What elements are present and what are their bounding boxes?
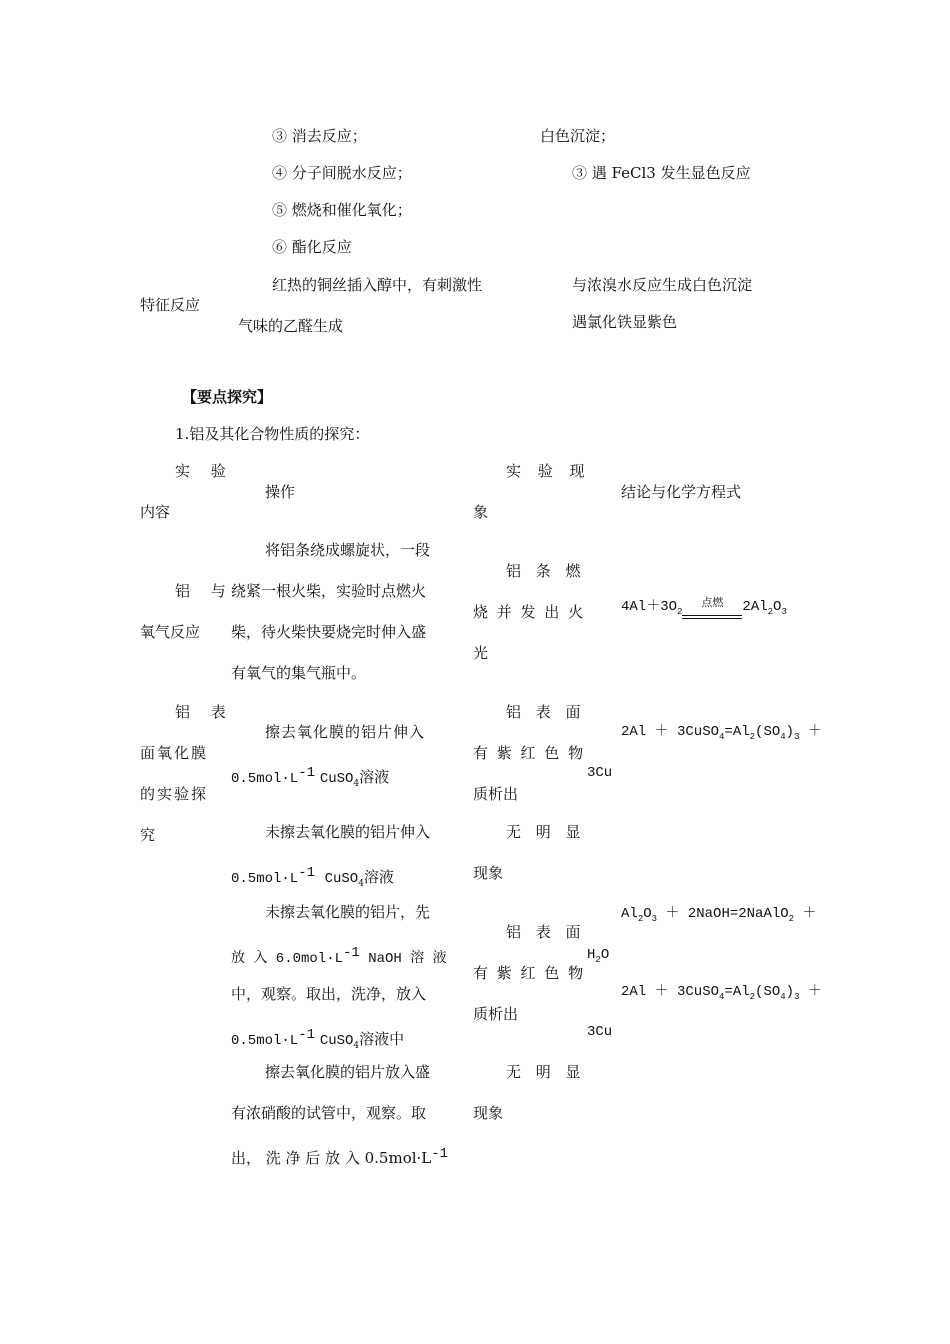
equation: $2Al + 3CuSO_4=Al_2(SO_4)_3$ ＋: [621, 724, 822, 742]
equation: $4Al+3O_2$点燃 $2Al_2O_3$: [621, 597, 787, 622]
feature-text: 与浓溴水反应生成白色沉淀: [572, 276, 753, 294]
row-content: 面氧化膜: [140, 744, 209, 762]
ph-line: 有 紫 红 色 物: [473, 964, 586, 982]
header-content: 内容: [140, 503, 171, 521]
equation: $Al_2O_3$ ＋ 2NaOH=2NaAlO$_2$ ＋: [621, 906, 817, 924]
header-operation: 操作: [265, 483, 296, 501]
ph-line: 光: [473, 644, 489, 662]
op-line: 有浓硝酸的试管中，观察。取: [231, 1104, 427, 1122]
equation: 3Cu: [587, 1024, 613, 1040]
row-content: 氧气反应: [140, 623, 201, 641]
section-heading: 【要点探究】: [182, 388, 273, 406]
header-conclusion: 结论与化学方程式: [621, 483, 742, 501]
op-line: $0.5mol\cdot L^{-1}$ CuSO$_4$溶液中: [231, 1027, 405, 1051]
ph-line: 质析出: [473, 1005, 519, 1023]
list-item: ③ 消去反应；: [272, 127, 367, 145]
equation: $2Al + 3CuSO_4=Al_2(SO_4)_3$ ＋: [621, 984, 822, 1002]
op-line: 擦去氧化膜的铝片伸入: [265, 723, 426, 741]
list-item: 白色沉淀；: [540, 127, 616, 145]
op-line: 柴，待火柴快要烧完时伸入盛: [231, 623, 427, 641]
row-content: 铝 表: [175, 703, 234, 721]
list-item: ⑤ 燃烧和催化氧化；: [272, 201, 412, 219]
ph-line: 无 明 显: [506, 1063, 586, 1081]
list-item: ④ 分子间脱水反应；: [272, 164, 412, 182]
header-phenomenon: 象: [473, 503, 489, 521]
row-content: 究: [140, 826, 156, 844]
ph-line: 铝 表 面: [506, 923, 586, 941]
feature-text: 遇氯化铁显紫色: [572, 313, 678, 331]
ph-line: 铝 条 燃: [506, 562, 586, 580]
feature-label: 特征反应: [140, 296, 201, 314]
ph-line: 质析出: [473, 785, 519, 803]
op-line: 绕紧一根火柴，实验时点燃火: [231, 582, 427, 600]
ph-line: 无 明 显: [506, 823, 586, 841]
equation: $H_2O$: [587, 947, 610, 965]
op-line: 放 入 $6.0mol\cdot L^{-1}$ NaOH 溶 液: [231, 945, 447, 967]
header-content: 实 验: [175, 462, 234, 480]
list-item: ⑥ 酯化反应: [272, 238, 352, 256]
op-line: 中，观察。取出，洗净，放入: [231, 985, 427, 1003]
ph-line: 现象: [473, 864, 504, 882]
op-line: 未擦去氧化膜的铝片伸入: [265, 823, 431, 841]
ph-line: 有 紫 红 色 物: [473, 744, 586, 762]
op-line: 将铝条绕成螺旋状，一段: [265, 541, 431, 559]
feature-text: 气味的乙醛生成: [238, 317, 344, 335]
feature-text: 红热的铜丝插入醇中，有刺激性: [272, 276, 483, 294]
op-line: 擦去氧化膜的铝片放入盛: [265, 1063, 431, 1081]
op-line: 出， 洗 净 后 放 入 $0.5mol\cdot L^{-1}$: [231, 1146, 449, 1167]
equation: 3Cu: [587, 765, 613, 781]
op-line: $0.5mol\cdot L^{-1}$ CuSO$_4$溶液: [231, 865, 394, 889]
list-item: ③ 遇 FeCl3 发生显色反应: [572, 164, 751, 182]
op-line: $0.5mol\cdot L^{-1}$ CuSO$_4$溶液: [231, 765, 390, 789]
ph-line: 铝 表 面: [506, 703, 586, 721]
row-content: 铝 与: [175, 582, 234, 600]
row-content: 的实验探: [140, 785, 209, 803]
ph-line: 烧 并 发 出 火: [473, 603, 586, 621]
op-line: 有氧气的集气瓶中。: [231, 664, 367, 682]
header-phenomenon: 实 验 现: [506, 462, 591, 480]
subheading: 1.铝及其化合物性质的探究：: [175, 425, 370, 443]
ph-line: 现象: [473, 1104, 504, 1122]
op-line: 未擦去氧化膜的铝片，先: [265, 903, 431, 921]
